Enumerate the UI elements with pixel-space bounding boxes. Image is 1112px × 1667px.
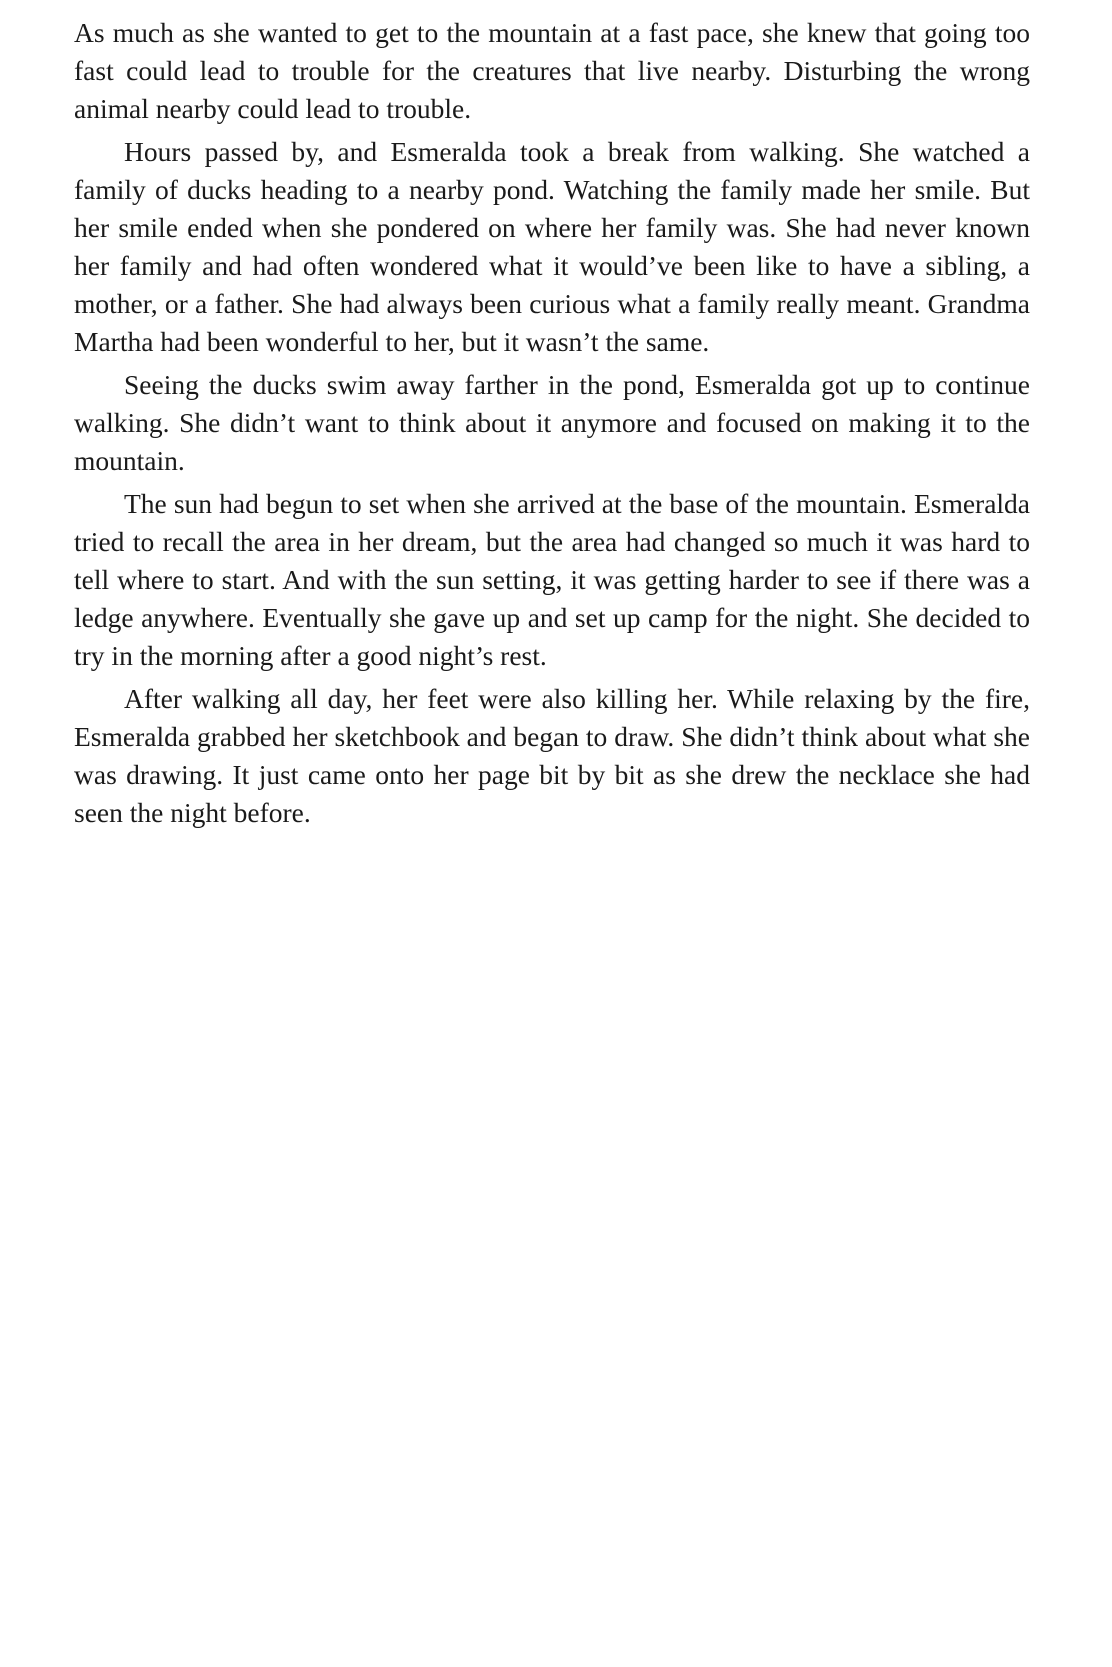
paragraph-5: After walking all day, her feet were also killing her. While relaxing by the fire, Esmeralda grabbed her sketchbook and began to draw. She didn’t think about what she was drawing. It just came onto her page bit by bit as she drew the necklace she had seen the night before. [74, 683, 1030, 828]
paragraph-4: The sun had begun to set when she arrived at the base of the mountain. Esmeralda tried to recall the area in her dream, but the area had changed so much it was hard to tell where to start. And with the sun setting, it was getting harder to see if there was a ledge anywhere. Eventually she gave up and set up camp for the night. She decided to try in the morning after a good night’s rest. [74, 488, 1030, 671]
book-page [74, 14, 1030, 837]
paragraph-3: Seeing the ducks swim away farther in the pond, Esmeralda got up to continue walking. She didn’t want to think about it anymore and focused on making it to the mountain. [74, 369, 1030, 476]
paragraph-2: Hours passed by, and Esmeralda took a break from walking. She watched a family of ducks heading to a nearby pond. Watching the family made her smile. But her smile ended when she pondered on where her family was. She had never known her family and had often wondered what it would’ve been like to have a sibling, a mother, or a father. She had always been curious what a family really meant. Grandma Martha had been wonderful to her, but it wasn’t the same. [74, 136, 1030, 357]
paragraph-1: As much as she wanted to get to the mountain at a fast pace, she knew that going too fast could lead to trouble for the creatures that live nearby. Disturbing the wrong animal nearby could lead to trouble. [74, 17, 1030, 124]
